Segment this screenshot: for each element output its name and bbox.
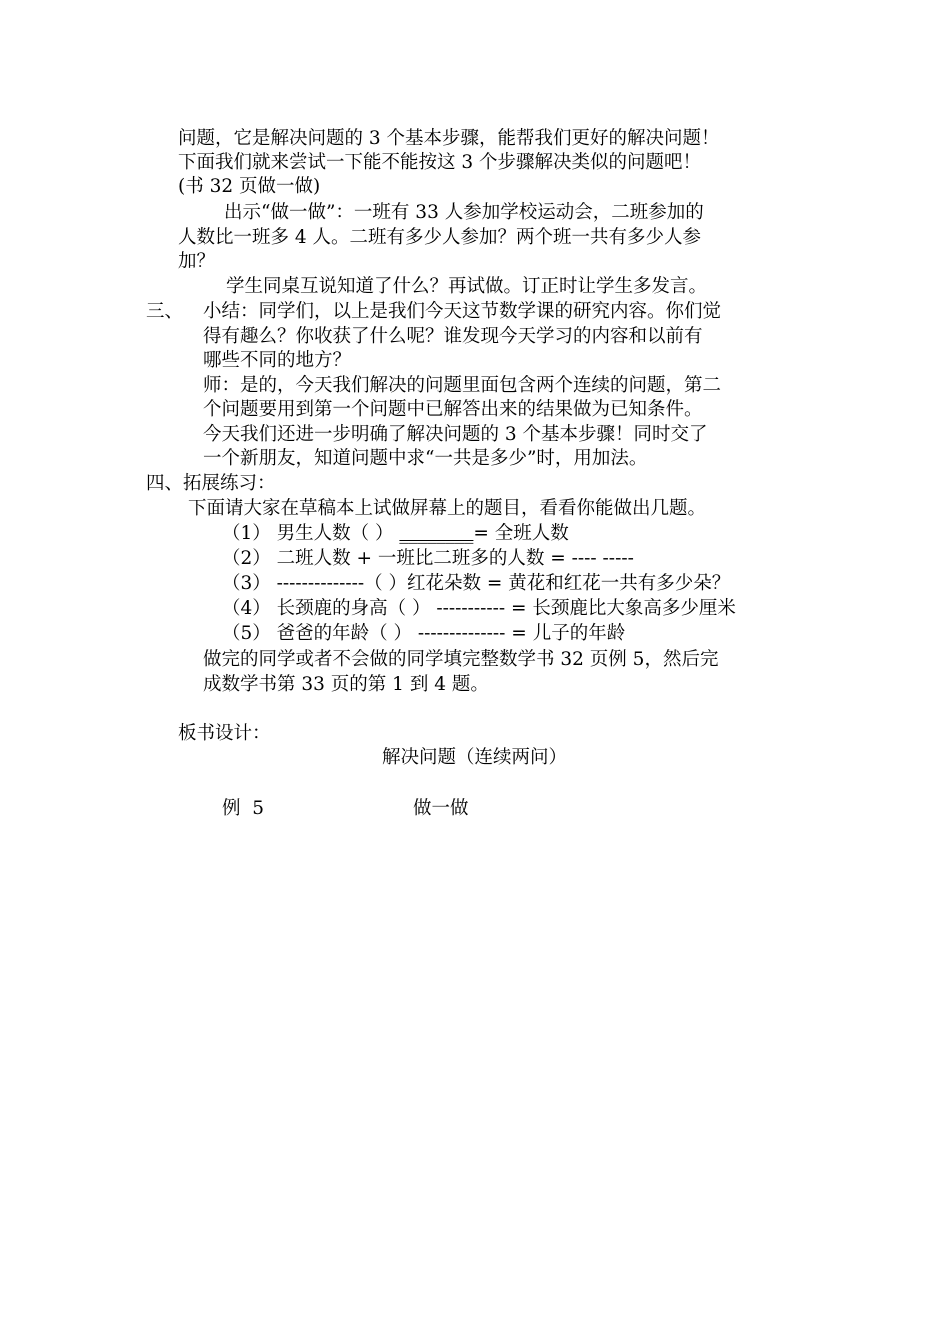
exercise-item: （2） 二班人数 + 一班比二班多的人数 = ---- -----: [222, 548, 634, 569]
section3-line1: 小结：同学们，以上是我们今天这节数学课的研究内容。你们觉: [203, 301, 722, 322]
section3-line6: 今天我们还进一步明确了解决问题的 3 个基本步骤！同时交了: [203, 424, 708, 445]
para3: 学生同桌互说知道了什么？再试做。订正时让学生多发言。: [226, 276, 708, 297]
section4-intro: 下面请大家在草稿本上试做屏幕上的题目，看看你能做出几题。: [188, 498, 707, 519]
section3-line3: 哪些不同的地方？: [203, 350, 352, 371]
section4-closing2: 成数学书第 33 页的第 1 到 4 题。: [203, 674, 489, 695]
board-right-label: 做一做: [413, 798, 469, 819]
board-title: 解决问题（连续两问）: [382, 747, 568, 768]
section3-line4: 师：是的，今天我们解决的问题里面包含两个连续的问题，第二: [203, 375, 722, 396]
para1-line2: 下面我们就来尝试一下能不能按这 3 个步骤解决类似的问题吧！: [178, 152, 702, 173]
section3-number: 三、: [146, 301, 184, 322]
exercise-item: （3） --------------（ ）红花朵数 = 黄花和红花一共有多少朵？: [222, 573, 731, 594]
para2-line1: 出示“做一做”：一班有 33 人参加学校运动会，二班参加的: [224, 202, 704, 223]
para2-line3: 加？: [178, 251, 216, 272]
para2-line2: 人数比一班多 4 人。二班有多少人参加？两个班一共有多少人参: [178, 227, 702, 248]
para1-line1: 问题，它是解决问题的 3 个基本步骤，能帮我们更好的解决问题！: [178, 128, 720, 149]
section3-line2: 得有趣么？你收获了什么呢？谁发现今天学习的内容和以前有: [203, 326, 703, 347]
exercise-item: （1） 男生人数（ ） ________= 全班人数: [222, 523, 569, 544]
section3-line5: 个问题要用到第一个问题中已解答出来的结果做为已知条件。: [203, 399, 703, 420]
section4-heading: 四、拓展练习：: [146, 473, 276, 494]
section4-closing1: 做完的同学或者不会做的同学填完整数学书 32 页例 5，然后完: [203, 649, 719, 670]
board-heading: 板书设计：: [178, 723, 271, 744]
board-left-label: 例 5: [222, 798, 265, 819]
exercise-item: （5） 爸爸的年龄（ ） -------------- = 儿子的年龄: [222, 623, 626, 644]
section3-line7: 一个新朋友，知道问题中求“一共是多少”时，用加法。: [203, 448, 648, 469]
para1-line3: (书 32 页做一做): [178, 176, 321, 197]
exercise-item: （4） 长颈鹿的身高（ ） ----------- = 长颈鹿比大象高多少厘米: [222, 598, 736, 619]
